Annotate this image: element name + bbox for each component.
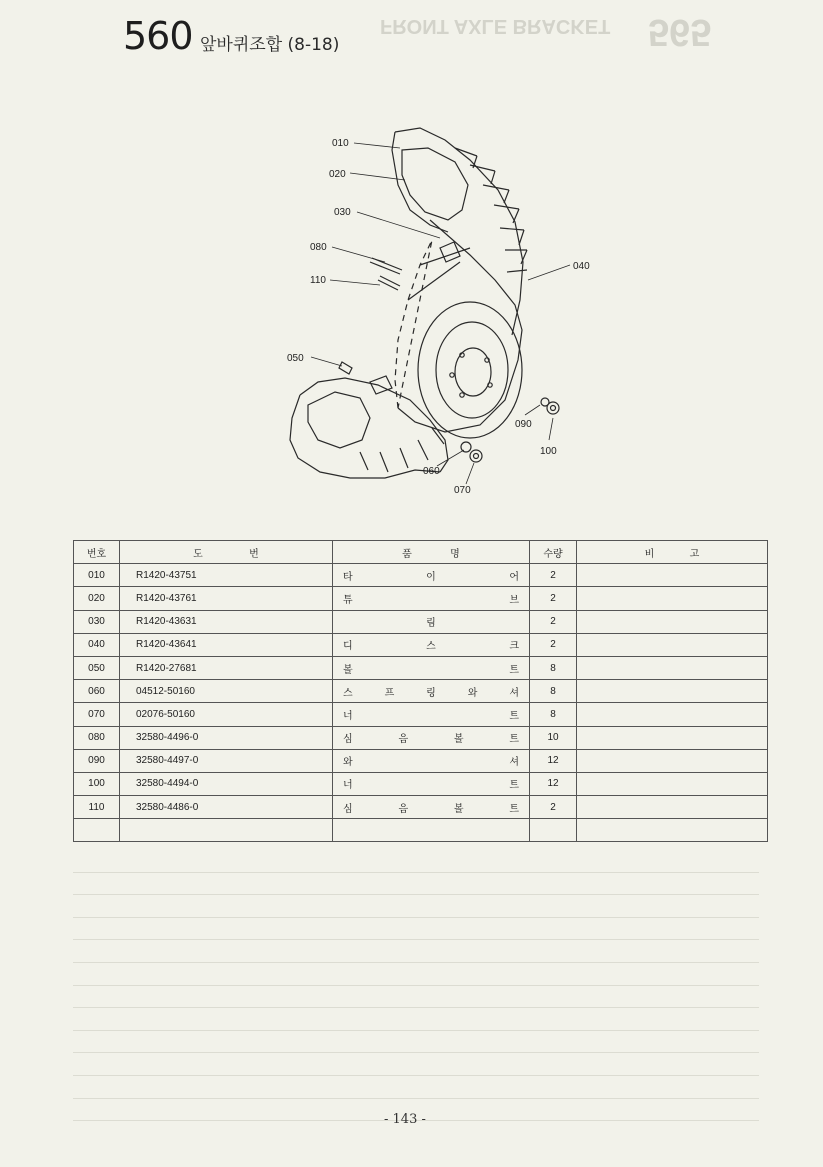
table-row [74, 680, 768, 703]
quantity: 2 [530, 587, 577, 610]
row-number: 060 [74, 680, 120, 703]
part-name [333, 680, 530, 703]
header-remarks: 비 고 [577, 541, 768, 564]
table-row [74, 587, 768, 610]
quantity: 2 [530, 796, 577, 819]
part-number: 32580-4486-0 [120, 796, 333, 819]
part-name-char: 와 [467, 687, 478, 699]
part-name-char: 볼 [453, 803, 464, 815]
part-name-char: 어 [509, 571, 519, 583]
remarks [577, 587, 768, 610]
bleed-through-text: FRONT AXLE BRACKET [380, 15, 611, 37]
callout-090: 090 [515, 419, 532, 430]
table-row [74, 796, 768, 819]
section-number: 560 [123, 14, 193, 58]
part-name-char: 크 [509, 641, 519, 653]
row-number: 100 [74, 772, 120, 795]
remarks [577, 726, 768, 749]
part-number: 32580-4496-0 [120, 726, 333, 749]
part-name-char: 셔 [509, 757, 519, 769]
remarks [577, 610, 768, 633]
part-number: R1420-43761 [120, 587, 333, 610]
part-name-char: 튜 [343, 594, 353, 606]
header-quantity: 수량 [530, 541, 577, 564]
header-part-number: 도 번 [120, 541, 333, 564]
row-number: 080 [74, 726, 120, 749]
part-number: 32580-4497-0 [120, 749, 333, 772]
part-name [333, 564, 530, 587]
row-number: 090 [74, 749, 120, 772]
table-row-empty [74, 819, 768, 842]
remarks [577, 749, 768, 772]
callout-110: 110 [310, 275, 326, 286]
part-name [333, 703, 530, 726]
part-number: R1420-43641 [120, 633, 333, 656]
table-row [74, 772, 768, 795]
part-number: 04512-50160 [120, 680, 333, 703]
quantity: 8 [530, 703, 577, 726]
remarks [577, 564, 768, 587]
part-name [333, 726, 530, 749]
part-name-char: 타 [343, 571, 353, 583]
table-header-row [74, 541, 768, 564]
table-row [74, 703, 768, 726]
part-name [333, 796, 530, 819]
part-name [333, 749, 530, 772]
quantity: 2 [530, 610, 577, 633]
part-name-char: 프 [384, 687, 395, 699]
quantity: 2 [530, 633, 577, 656]
header-part-name: 품 명 [333, 541, 530, 564]
part-name-char: 브 [509, 594, 519, 606]
part-name-char: 음 [398, 734, 409, 746]
row-number: 030 [74, 610, 120, 633]
callout-070: 070 [454, 485, 471, 496]
part-name-char: 너 [343, 710, 353, 722]
callout-010: 010 [332, 138, 349, 149]
part-name-char: 볼 [343, 664, 353, 676]
part-name [333, 610, 530, 633]
part-name-char: 림 [426, 618, 436, 630]
remarks [577, 633, 768, 656]
part-name-char: 트 [509, 710, 519, 722]
part-number: R1420-27681 [120, 656, 333, 679]
callout-020: 020 [329, 169, 346, 180]
row-number: 020 [74, 587, 120, 610]
part-name [333, 587, 530, 610]
remarks [577, 656, 768, 679]
row-number: 110 [74, 796, 120, 819]
table-row [74, 656, 768, 679]
remarks [577, 796, 768, 819]
bleed-through-number: 565 [648, 11, 712, 53]
part-name [333, 633, 530, 656]
part-name-char: 트 [509, 664, 519, 676]
bleed-through-grid [73, 850, 759, 1110]
quantity: 2 [530, 564, 577, 587]
part-name [333, 772, 530, 795]
page-number: - 143 - [384, 1112, 426, 1127]
quantity: 8 [530, 656, 577, 679]
callout-030: 030 [334, 207, 351, 218]
part-name-char: 이 [426, 571, 436, 583]
part-name [333, 656, 530, 679]
part-name-char: 트 [509, 780, 519, 792]
row-number: 040 [74, 633, 120, 656]
section-title: 앞바퀴조합 (8-18) [200, 35, 340, 55]
callout-040: 040 [573, 261, 590, 272]
part-name-char: 심 [343, 803, 353, 815]
part-number: R1420-43631 [120, 610, 333, 633]
part-name-char: 트 [509, 803, 519, 815]
callout-080: 080 [310, 242, 327, 253]
header-number: 번호 [74, 541, 120, 564]
callout-050: 050 [287, 353, 304, 364]
part-name-char: 셔 [509, 687, 519, 699]
quantity: 10 [530, 726, 577, 749]
callout-060: 060 [423, 466, 440, 477]
quantity: 12 [530, 749, 577, 772]
table-row [74, 633, 768, 656]
quantity: 8 [530, 680, 577, 703]
part-number: 32580-4494-0 [120, 772, 333, 795]
table-row [74, 749, 768, 772]
table-row [74, 564, 768, 587]
parts-table [73, 540, 768, 842]
quantity: 12 [530, 772, 577, 795]
part-name-char: 너 [343, 780, 353, 792]
part-number: R1420-43751 [120, 564, 333, 587]
parts-table-body [74, 564, 768, 842]
part-number: 02076-50160 [120, 703, 333, 726]
callout-100: 100 [540, 446, 557, 457]
remarks [577, 772, 768, 795]
wheel-assembly-diagram [0, 0, 823, 520]
remarks [577, 703, 768, 726]
row-number: 010 [74, 564, 120, 587]
table-row [74, 726, 768, 749]
table-row [74, 610, 768, 633]
part-name-char: 볼 [453, 734, 464, 746]
remarks [577, 680, 768, 703]
part-name-char: 와 [343, 757, 353, 769]
row-number: 070 [74, 703, 120, 726]
part-name-char: 음 [398, 803, 409, 815]
part-name-char: 심 [343, 734, 353, 746]
row-number: 050 [74, 656, 120, 679]
part-name-char: 링 [426, 687, 436, 699]
part-name-char: 스 [426, 641, 436, 653]
part-name-char: 스 [343, 687, 353, 699]
part-name-char: 디 [343, 641, 353, 653]
part-name-char: 트 [509, 734, 519, 746]
